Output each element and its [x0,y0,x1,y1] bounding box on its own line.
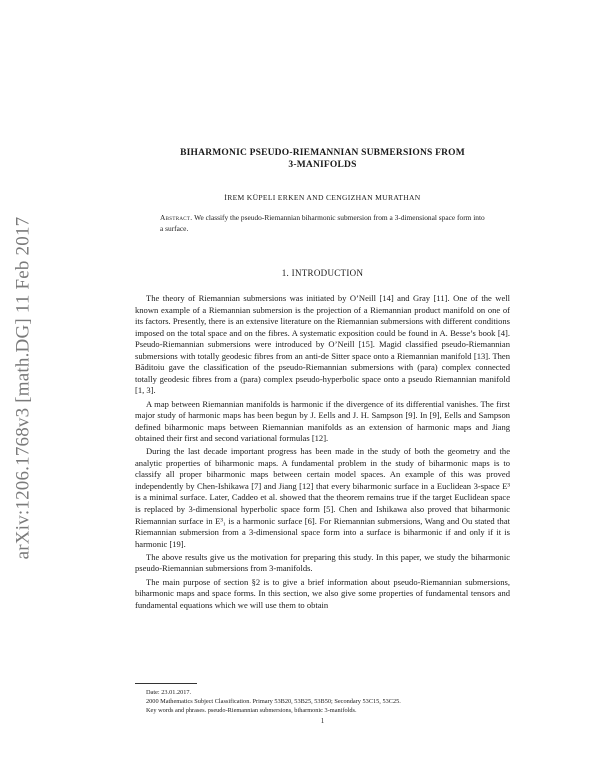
footnote-msc: 2000 Mathematics Subject Classification. Primary 53B20, 53B25, 53B50; Secondary 53C15, 53C25. [146,698,401,706]
footnote-date: Date: 23.01.2017. [146,689,192,696]
abstract-label: Abstract. [160,213,193,222]
paragraph: A map between Riemannian manifolds is harmonic if the divergence of its differential vanishes. The first major study of harmonic maps has been begun by J. Eells and J. H. Sampson [9]. In [9], Eells and Sampson defined biharmonic maps between Riemannian manifolds as an extension of harmonic maps and Jiang obtained their first and second variational formulas [12]. [135,398,510,444]
abstract [160,213,485,234]
paragraph: The theory of Riemannian submersions was initiated by O’Neill [14] and Gray [11]. One of the well known example of a Riemannian submersion is the projection of a Riemannian product manifold on one of its factors. Presently, there is an extensive literature on the Riemannian submersions with different conditions imposed on the total space and on the fibres. A systematic exposition could be found in A. Besse’s book [4]. Pseudo-Riemannian submersions were introduced by O’Neill [15]. Magid classified pseudo-Riemannian submersions with totally geodesic fibres from an anti-de Sitter space onto a Riemannian manifold [13]. Then Băditoiu gave the classification of the pseudo-Riemannian submersions with (para) complex connected totally geodesic fibres from a (para) complex pseudo-hyperbolic space onto a pseudo Riemannian manifold [1, 3]. [135,293,510,396]
paragraph: During the last decade important progress has been made in the study of both the geometry and the analytic properties of biharmonic maps. A fundamental problem in the study of biharmonic maps is to classify all proper biharmonic maps between certain model spaces. An example of this was proved independently by Chen-Ishikawa [7] and Jiang [12] that every biharmonic surface in a Euclidean 3-space E³ is a minimal surface. Later, Caddeo et al. showed that the theorem remains true if the target Euclidean space is replaced by 3-dimensional hyperbolic space form [5]. Chen and Ishikawa also proved that biharmonic Riemannian surface in E³₁ is a harmonic surface [6]. For Riemannian submersions, Wang and Ou stated that Riemannian submersion from a 3-dimensional space form into a surface is biharmonic if and only if it is harmonic [19]. [135,446,510,549]
footnote-divider [135,683,197,684]
footnote-keywords: Key words and phrases. pseudo-Riemannian submersions, biharmonic 3-manifolds. [146,707,357,715]
paper-title-line-2: 3-MANIFOLDS [288,160,357,170]
introduction-body [135,293,510,613]
paragraph: The above results give us the motivation for preparing this study. In this paper, we study the biharmonic pseudo-Riemannian submersions from 3-manifolds. [135,551,510,574]
page-number: 1 [320,717,325,725]
abstract-text: We classify the pseudo-Riemannian biharmonic submersion from a 3-dimensional space form into a surface. [160,213,485,233]
paragraph: The main purpose of section §2 is to give a brief information about pseudo-Riemannian submersions, biharmonic maps and space forms. In this section, we also give some properties of fundamental tensors and fundamental equations which we will use them to obtain [135,576,510,610]
arxiv-identifier-text: arXiv:1206.1768v3 [math.DG] 11 Feb 2017 [12,216,34,560]
arxiv-identifier-stamp [8,178,38,598]
paper-title-line-1: BIHARMONIC PSEUDO-RIEMANNIAN SUBMERSIONS FROM [180,148,465,158]
section-heading-introduction: 1. INTRODUCTION [281,268,364,278]
footnotes [135,683,510,716]
paper-authors: İREM KÜPELI ERKEN AND CENGIZHAN MURATHAN [224,193,421,202]
paper-title [135,147,510,171]
